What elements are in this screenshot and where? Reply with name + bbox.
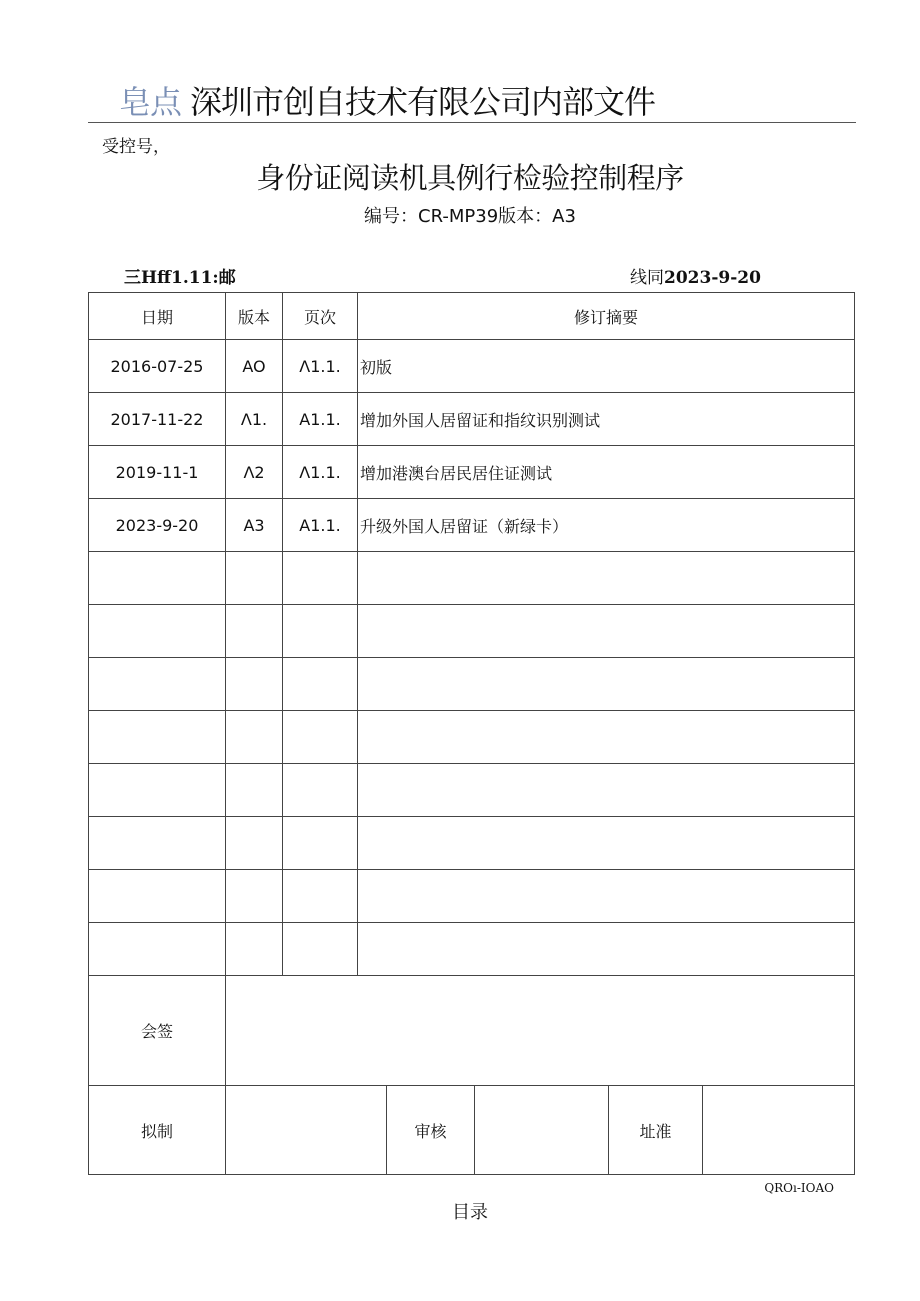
revision-summary: 初版: [358, 340, 855, 393]
effective-date: [630, 266, 761, 290]
revision-row: [89, 923, 855, 976]
form-code: QROı-IOAO: [764, 1181, 834, 1195]
revision-summary: [358, 658, 855, 711]
revision-summary: [358, 764, 855, 817]
revision-version: Λ1.: [226, 393, 283, 446]
header-page: 页次: [283, 293, 358, 340]
revision-summary: [358, 817, 855, 870]
revision-page: [283, 764, 358, 817]
revision-version: [226, 658, 283, 711]
revision-version: [226, 923, 283, 976]
revision-summary: [358, 870, 855, 923]
revision-page: [283, 605, 358, 658]
revision-summary: 增加外国人居留证和指纹识别测试: [358, 393, 855, 446]
revision-page: A1.1.: [283, 499, 358, 552]
company-name: 深圳市创自技术有限公司内部文件: [190, 83, 656, 121]
revision-page: [283, 552, 358, 605]
revision-date: [89, 817, 226, 870]
revision-date: [89, 764, 226, 817]
revision-row: [89, 393, 855, 446]
controlled-number-label: 受控号，: [102, 137, 170, 157]
revision-date: 2017-11-22: [89, 393, 226, 446]
revision-version: [226, 870, 283, 923]
revision-row: [89, 711, 855, 764]
revision-page: [283, 923, 358, 976]
revision-date: [89, 605, 226, 658]
revision-row: [89, 817, 855, 870]
revision-date: [89, 923, 226, 976]
revision-version: A3: [226, 499, 283, 552]
review-cell: [475, 1086, 609, 1175]
revision-version: [226, 552, 283, 605]
revision-date: [89, 711, 226, 764]
revision-page: A1.1.: [283, 393, 358, 446]
revision-version: Λ2: [226, 446, 283, 499]
company-logo: 皂点: [119, 83, 182, 121]
effective-left-label: 三Hff1.11:邮: [124, 268, 236, 288]
revision-page: [283, 870, 358, 923]
revision-page: Λ1.1.: [283, 340, 358, 393]
revision-row: [89, 658, 855, 711]
revision-page: Λ1.1.: [283, 446, 358, 499]
revision-row: [89, 764, 855, 817]
revision-table: [88, 292, 855, 1175]
revision-row: [89, 499, 855, 552]
header-divider: [88, 122, 856, 123]
revision-summary: [358, 711, 855, 764]
revision-summary: 增加港澳台居民居住证测试: [358, 446, 855, 499]
effective-date-value: 2023-9-20: [664, 268, 761, 288]
approve-cell: [703, 1086, 855, 1175]
draft-label: 拟制: [89, 1086, 226, 1175]
revision-summary: [358, 923, 855, 976]
effective-date-label: 线同: [630, 268, 664, 288]
revision-row: [89, 446, 855, 499]
revision-version: [226, 711, 283, 764]
revision-page: [283, 658, 358, 711]
revision-date: [89, 658, 226, 711]
revision-row: [89, 340, 855, 393]
revision-row: [89, 870, 855, 923]
revision-summary: [358, 605, 855, 658]
header-summary: 修订摘要: [358, 293, 855, 340]
review-label: 审核: [387, 1086, 475, 1175]
revision-version: [226, 764, 283, 817]
revision-version: [226, 817, 283, 870]
countersign-cell: [226, 976, 855, 1086]
countersign-label: 会签: [89, 976, 226, 1086]
revision-page: [283, 817, 358, 870]
revision-date: [89, 552, 226, 605]
header-version: 版本: [226, 293, 283, 340]
revision-summary: [358, 552, 855, 605]
revision-row: [89, 605, 855, 658]
revision-date: 2023-9-20: [89, 499, 226, 552]
revision-summary: 升级外国人居留证（新绿卡）: [358, 499, 855, 552]
revision-page: [283, 711, 358, 764]
revision-version: AO: [226, 340, 283, 393]
revision-row: [89, 552, 855, 605]
revision-date: 2019-11-1: [89, 446, 226, 499]
revision-date: 2016-07-25: [89, 340, 226, 393]
document-code-version: 编号：CR-MP39版本：A3: [364, 206, 576, 227]
toc-title: 目录: [452, 1202, 488, 1223]
header-date: 日期: [89, 293, 226, 340]
approve-label: 址准: [609, 1086, 703, 1175]
revision-date: [89, 870, 226, 923]
revision-version: [226, 605, 283, 658]
draft-cell: [226, 1086, 387, 1175]
document-title: 身份证阅读机具例行检验控制程序: [256, 161, 684, 195]
